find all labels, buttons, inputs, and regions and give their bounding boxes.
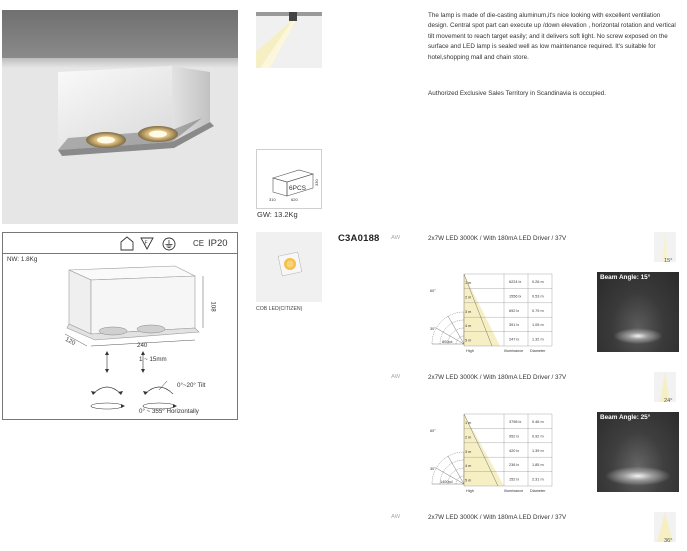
chart-1-dia-3: 0.79 m	[532, 308, 544, 313]
dim-rotate: 0° ~ 355° Horizontally	[139, 408, 199, 415]
chart-1-dist-2: 2 m	[465, 295, 472, 300]
chart-1-ill-3: 692 lx	[509, 308, 520, 313]
chart-1-ill-4: 391 lx	[509, 323, 520, 328]
chart-1-polar	[430, 289, 464, 344]
variant-2-spec: 2x7W LED 3000K / With 180mA LED Driver / 37V	[428, 374, 567, 381]
variant-1-beam-image	[597, 272, 679, 352]
variant-3-beam-deg: 36°	[664, 538, 673, 544]
chart-2-footer-ill: Illuminance	[504, 489, 524, 493]
chart-1-ill-5: 247 lx	[509, 337, 520, 342]
authorized-notice: Authorized Exclusive Sales Territory in Scandinavia is occupied.	[428, 90, 607, 97]
variant-2-beam-image	[597, 412, 679, 492]
chart-1-dia-2: 0.53 m	[532, 294, 544, 299]
chart-2-ill-5: 152 lx	[509, 477, 520, 482]
chart-1-dist-3: 3 m	[465, 309, 472, 314]
variant-2-photometric-chart	[428, 412, 556, 496]
variant-1-beam-label: Beam Angle: 15°	[600, 274, 651, 281]
ce-mark: CE	[193, 239, 205, 248]
chart-2-dia-3: 1.39 m	[532, 448, 544, 453]
variant-1-spec: 2x7W LED 3000K / With 180mA LED Driver / 37V	[428, 235, 567, 242]
dimension-drawing	[3, 254, 237, 420]
chart-1-ill-1: 6224 lx	[509, 280, 522, 284]
package-box-graphic	[257, 150, 321, 208]
chart-1-dia-4: 1.05 m	[532, 323, 544, 328]
led-chip-thumbnail	[256, 232, 322, 302]
dim-width: 240	[137, 342, 148, 349]
variant-3-spec: 2x7W LED 3000K / With 180mA LED Driver / 37V	[428, 514, 567, 521]
led-caption: COB LED(CITIZEN)	[256, 306, 303, 312]
package-box-thumbnail	[256, 149, 322, 209]
model-code: C3A0188	[338, 233, 380, 244]
variant-2-beam-deg: 24°	[664, 398, 673, 404]
variant-3-aw: AW	[391, 514, 401, 520]
chart-2-dist-3: 3 m	[465, 449, 472, 454]
chart-1-footer-ill: Illuminance	[504, 349, 524, 353]
led-chip-graphic	[256, 232, 322, 302]
chart-1-angle-60: 60°	[430, 289, 436, 293]
dim-tilt: 0°~20° Tilt	[177, 382, 206, 389]
chart-2-footer-dia: Diameter	[530, 489, 546, 493]
chart-1-footer-dia: Diameter	[530, 349, 546, 353]
chart-2-dist-4: 4 m	[465, 464, 472, 469]
package-dim-h: 330	[314, 179, 319, 186]
chart-2-ill-4: 236 lx	[509, 463, 520, 468]
indoor-house-icon	[121, 237, 133, 250]
chart-1-dia-5: 1.32 m	[532, 337, 544, 342]
chart-2-ill-2: 952 lx	[509, 434, 520, 439]
chart-2-dia-4: 1.85 m	[532, 463, 544, 468]
gross-weight: GW: 13.2Kg	[257, 210, 298, 219]
ip-rating: IP20	[208, 238, 228, 249]
dim-depth: 120	[63, 335, 77, 348]
product-description: The lamp is made of die-casting aluminum,it's nice looking with excellent ventilation design. Central spot part can execute up /down elevation , horizontal rotation and vertical tilt movement to reach target easily; and it delivers soft light. No screw exposed on the surface and LED lamp is sealed well as low maintenance required. It's suitable for hotel,shopping mall and chain store.	[428, 12, 676, 61]
dim-adjust: 1 ~ 15mm	[139, 356, 167, 363]
package-pcs: 6PCS	[289, 185, 306, 192]
variant-1-aw: AW	[391, 235, 401, 241]
chart-2-dia-5: 2.31 m	[532, 477, 544, 482]
chart-2-dia-2: 0.92 m	[532, 434, 544, 439]
product-photo	[2, 10, 238, 224]
chart-2-angle-60: 60°	[430, 429, 436, 433]
chart-1-angle-30: 30°	[430, 327, 436, 331]
variant-2-aw: AW	[391, 374, 401, 380]
variant-2-beam-label: Beam Angle: 25°	[600, 414, 651, 421]
chart-2-angle-30: 30°	[430, 467, 436, 471]
chart-2-dist-5: 5 m	[465, 478, 472, 483]
chart-1-ill-2: 1556 lx	[509, 294, 522, 299]
chart-2-ill-3: 420 lx	[509, 448, 520, 453]
chart-2-dist-2: 2 m	[465, 435, 472, 440]
chart-1-dist-1: 1 m	[465, 281, 472, 285]
svg-text:F: F	[144, 240, 148, 247]
dim-height: 108	[209, 301, 217, 312]
variant-1-photometric-chart	[428, 272, 556, 356]
chart-2-polar	[430, 429, 464, 484]
chart-2-cd: 1400cd	[440, 480, 453, 484]
chart-2-dist-1: 1 m	[465, 421, 472, 425]
chart-1-cd: 800cd	[442, 340, 453, 344]
chart-2-dia-1: 0.46 m	[532, 420, 544, 424]
chart-1-dist-4: 4 m	[465, 324, 472, 329]
dimension-panel	[2, 232, 238, 420]
package-dim-w: 310	[269, 197, 276, 202]
chart-1-dist-5: 5 m	[465, 338, 472, 343]
lamp-photo-graphic	[2, 10, 238, 224]
spotlight-thumbnail	[256, 12, 322, 68]
net-weight: NW: 1.8Kg	[7, 256, 38, 263]
spotlight-graphic	[256, 12, 322, 68]
chart-1-footer-high: High	[466, 349, 474, 353]
chart-1-dia-1: 0.26 m	[532, 280, 544, 284]
chart-2-ill-1: 3798 lx	[509, 420, 522, 424]
package-dim-d: 620	[291, 197, 298, 202]
variant-1-beam-deg: 15°	[664, 258, 673, 264]
chart-2-footer-high: High	[466, 489, 474, 493]
certification-icons	[117, 236, 197, 252]
